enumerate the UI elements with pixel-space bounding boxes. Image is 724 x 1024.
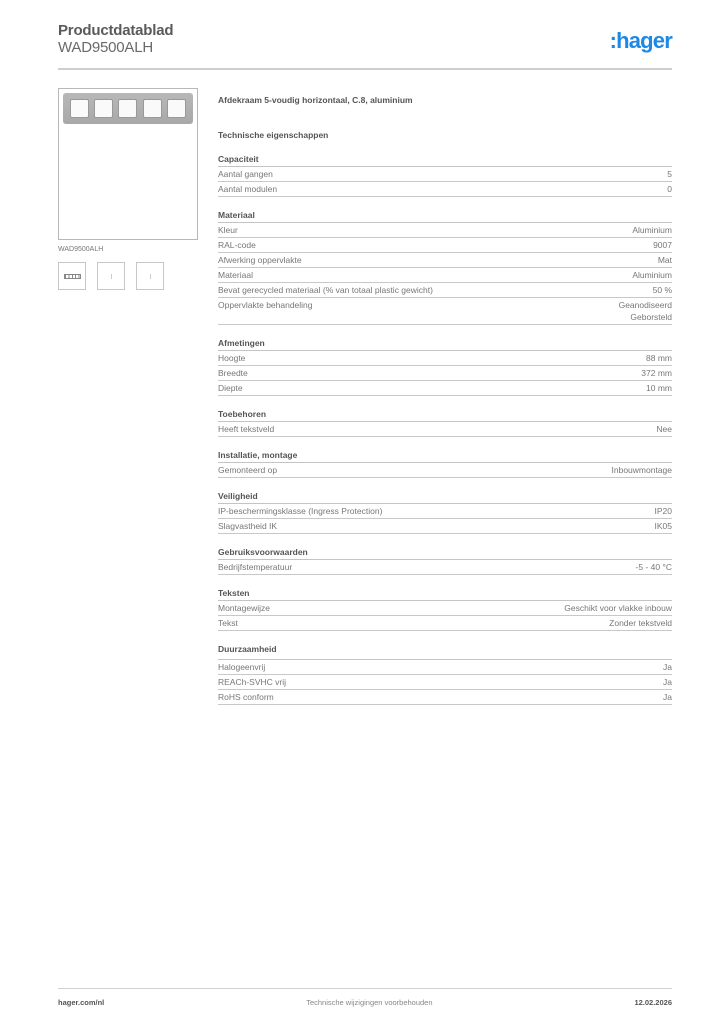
spec-label: Bevat gerecycled materiaal (% van totaal plastic gewicht) bbox=[218, 285, 433, 295]
spec-label: Heeft tekstveld bbox=[218, 424, 275, 434]
spec-value: Ja bbox=[663, 692, 672, 702]
spec-value: 50 % bbox=[652, 285, 672, 295]
spec-row bbox=[218, 182, 672, 197]
product-sku: WAD9500ALH bbox=[58, 39, 153, 56]
spec-row bbox=[218, 660, 672, 675]
section-veiligheid bbox=[218, 490, 672, 534]
spec-label: Afwerking oppervlakte bbox=[218, 255, 302, 265]
spec-label: Montagewijze bbox=[218, 603, 270, 613]
section-capaciteit bbox=[218, 153, 672, 197]
spec-label: IP-beschermingsklasse (Ingress Protection) bbox=[218, 506, 383, 516]
product-images bbox=[58, 88, 198, 290]
spec-label: Slagvastheid IK bbox=[218, 521, 278, 531]
spec-value: Inbouwmontage bbox=[611, 465, 672, 475]
spec-row bbox=[218, 690, 672, 705]
document-footer bbox=[58, 998, 672, 1007]
spec-label: Bedrijfstemperatuur bbox=[218, 562, 293, 572]
spec-row bbox=[218, 560, 672, 575]
image-caption: WAD9500ALH bbox=[58, 246, 104, 253]
spec-row bbox=[218, 298, 672, 325]
spec-label: Tekst bbox=[218, 618, 238, 628]
spec-label: REACh-SVHC vrij bbox=[218, 677, 287, 687]
spec-value: 10 mm bbox=[646, 383, 672, 393]
spec-label: Gemonteerd op bbox=[218, 465, 278, 475]
spec-value: Geanodiseerd bbox=[618, 300, 672, 310]
section-title: Afmetingen bbox=[218, 337, 672, 351]
section-title: Toebehoren bbox=[218, 408, 672, 422]
spec-row bbox=[218, 238, 672, 253]
spec-row bbox=[218, 366, 672, 381]
section-installatie bbox=[218, 449, 672, 478]
spec-value: Mat bbox=[657, 255, 672, 265]
spec-label: Aantal gangen bbox=[218, 169, 273, 179]
drawing-mini-icon bbox=[150, 274, 151, 279]
spec-label: Halogeenvrij bbox=[218, 662, 266, 672]
section-materiaal bbox=[218, 209, 672, 325]
spec-value: 5 bbox=[667, 169, 672, 179]
drawing-thumbnail-2[interactable] bbox=[136, 262, 164, 290]
spec-row bbox=[218, 351, 672, 366]
spec-row bbox=[218, 223, 672, 238]
spec-row bbox=[218, 253, 672, 268]
spec-row bbox=[218, 601, 672, 616]
spec-row bbox=[218, 616, 672, 631]
spec-value: Nee bbox=[656, 424, 672, 434]
footer-date: 12.02.2026 bbox=[634, 998, 672, 1007]
spec-row bbox=[218, 283, 672, 298]
spec-value: -5 - 40 °C bbox=[635, 562, 672, 572]
frame-opening bbox=[167, 99, 186, 118]
spec-row bbox=[218, 463, 672, 478]
spec-label: Hoogte bbox=[218, 353, 246, 363]
footer-website-link[interactable]: hager.com/nl bbox=[58, 998, 105, 1007]
section-title: Capaciteit bbox=[218, 153, 672, 167]
footer-notice: Technische wijzigingen voorbehouden bbox=[306, 998, 433, 1007]
section-title: Teksten bbox=[218, 587, 672, 601]
product-description: Afdekraam 5-voudig horizontaal, C.8, aluminium bbox=[218, 95, 413, 105]
frame-opening bbox=[143, 99, 162, 118]
product-main-image[interactable] bbox=[58, 88, 198, 240]
spec-row bbox=[218, 519, 672, 534]
frame-opening bbox=[118, 99, 137, 118]
spec-label: Aantal modulen bbox=[218, 184, 278, 194]
spec-value: 88 mm bbox=[646, 353, 672, 363]
drawing-mini-icon bbox=[111, 274, 112, 279]
section-title: Veiligheid bbox=[218, 490, 672, 504]
footer-divider bbox=[58, 988, 672, 989]
spec-row bbox=[218, 422, 672, 437]
spec-value: 9007 bbox=[653, 240, 672, 250]
section-afmetingen bbox=[218, 337, 672, 396]
page-title: Productdatablad bbox=[58, 22, 174, 39]
section-title: Materiaal bbox=[218, 209, 672, 223]
spec-row bbox=[218, 675, 672, 690]
spec-value: Ja bbox=[663, 662, 672, 672]
spec-label: Materiaal bbox=[218, 270, 253, 280]
spec-value: Aluminium bbox=[632, 270, 672, 280]
spec-label: Oppervlakte behandeling bbox=[218, 300, 313, 310]
thumbnail-strip bbox=[58, 262, 198, 290]
frame-thumbnail[interactable] bbox=[58, 262, 86, 290]
frame-opening bbox=[70, 99, 89, 118]
spec-row bbox=[218, 268, 672, 283]
cover-frame-illustration bbox=[63, 93, 193, 124]
section-title: Installatie, montage bbox=[218, 449, 672, 463]
specifications bbox=[218, 94, 672, 705]
spec-value: Aluminium bbox=[632, 225, 672, 235]
spec-value: Geborsteld bbox=[630, 312, 672, 322]
spec-value: Geschikt voor vlakke inbouw bbox=[564, 603, 672, 613]
spec-value: Zonder tekstveld bbox=[609, 618, 672, 628]
spec-label: Diepte bbox=[218, 383, 243, 393]
tech-properties-heading: Technische eigenschappen bbox=[218, 130, 329, 140]
header-divider bbox=[58, 68, 672, 70]
section-toebehoren bbox=[218, 408, 672, 437]
spec-value: Ja bbox=[663, 677, 672, 687]
spec-label: RoHS conform bbox=[218, 692, 274, 702]
spec-row bbox=[218, 381, 672, 396]
spec-label: Breedte bbox=[218, 368, 248, 378]
spec-label: RAL-code bbox=[218, 240, 256, 250]
hager-logo: :hager bbox=[609, 28, 672, 53]
spec-value: IP20 bbox=[654, 506, 672, 516]
section-teksten bbox=[218, 587, 672, 631]
spec-value: IK05 bbox=[654, 521, 672, 531]
spec-row bbox=[218, 167, 672, 182]
section-duurzaamheid bbox=[218, 643, 672, 705]
section-title: Gebruiksvoorwaarden bbox=[218, 546, 672, 560]
document-header bbox=[58, 22, 672, 70]
drawing-thumbnail-1[interactable] bbox=[97, 262, 125, 290]
section-gebruiksvoorwaarden bbox=[218, 546, 672, 575]
frame-opening bbox=[94, 99, 113, 118]
frame-mini-icon bbox=[64, 274, 81, 279]
spec-row bbox=[218, 504, 672, 519]
spec-value: 0 bbox=[667, 184, 672, 194]
section-title: Duurzaamheid bbox=[218, 643, 672, 660]
spec-value-multi bbox=[619, 299, 672, 323]
spec-value: 372 mm bbox=[641, 368, 672, 378]
spec-label: Kleur bbox=[218, 225, 238, 235]
